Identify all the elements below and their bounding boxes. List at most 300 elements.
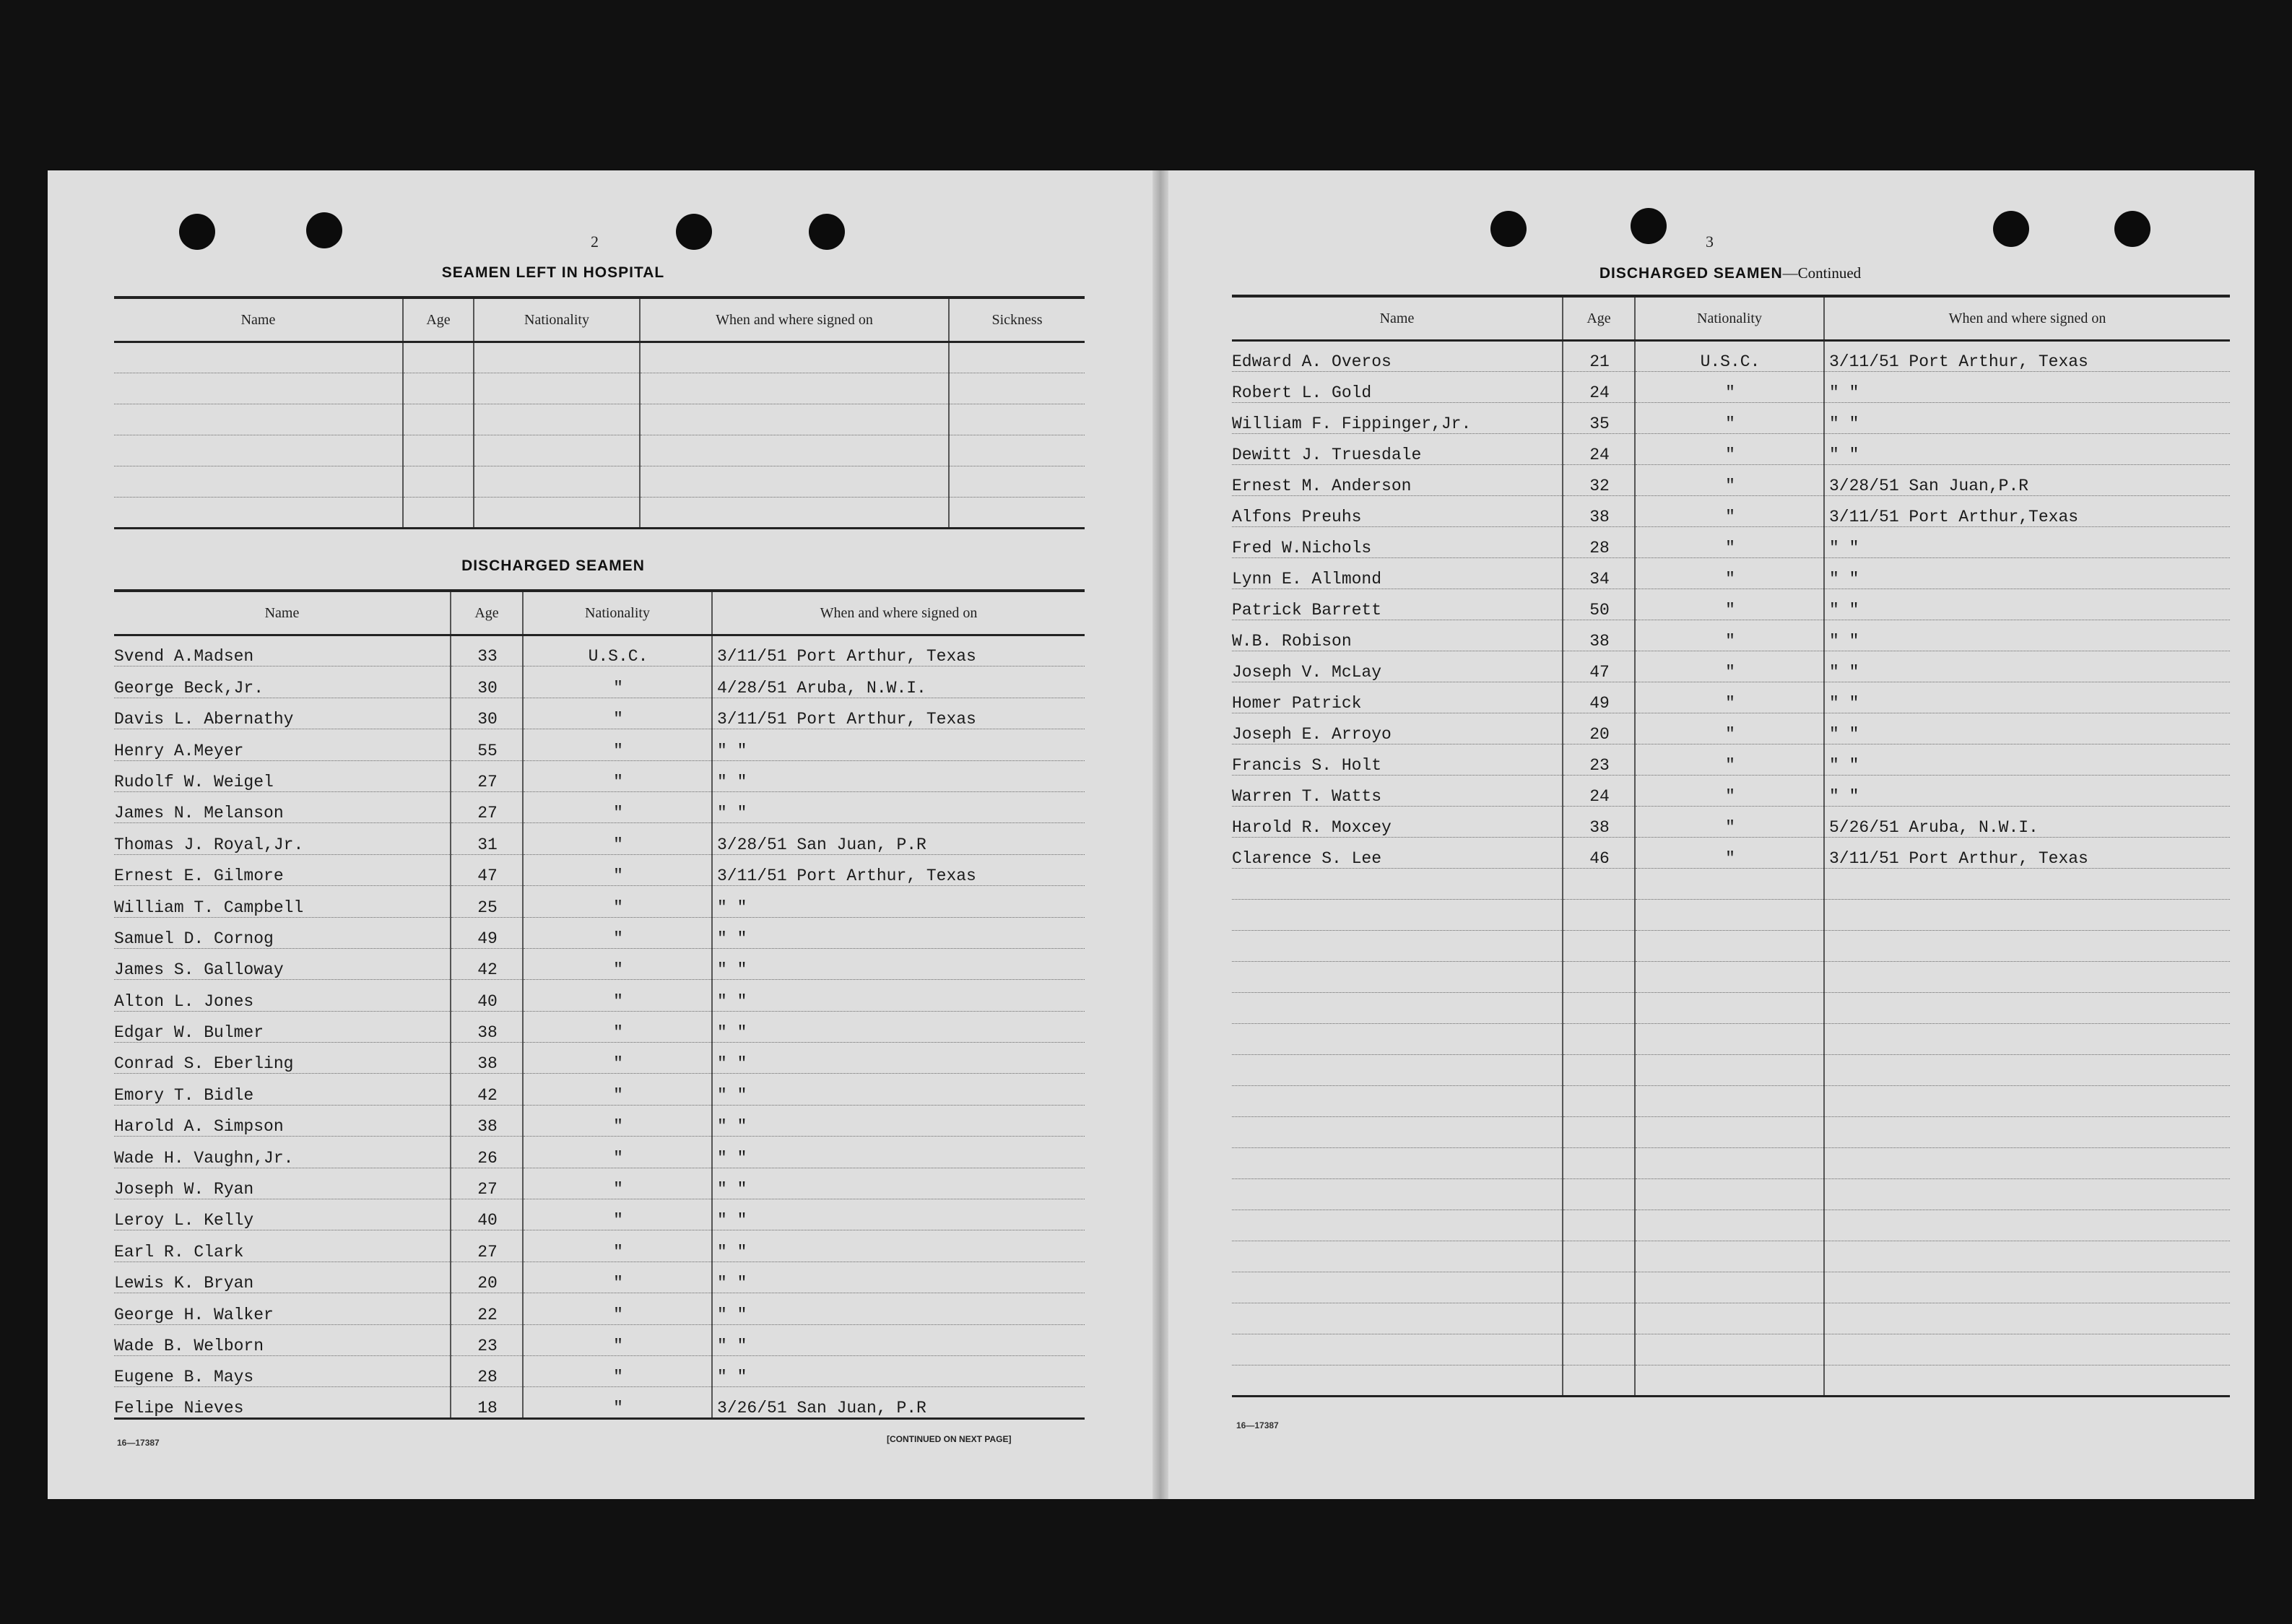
table-row [114,698,1085,729]
discharged-table [114,589,1085,1420]
blank-cell [1635,900,1824,931]
cell-age: 23 [451,1324,523,1355]
cell-age: 20 [451,1262,523,1293]
table-row [114,1293,1085,1324]
cell-signed-on: 3/11/51 Port Arthur, Texas [1824,341,2230,372]
blank-cell [949,466,1085,498]
header-sickness: Sickness [949,298,1085,342]
blank-cell [1824,1210,2230,1241]
cell-nationality: " [523,1137,712,1168]
binder-hole [1993,211,2029,247]
cell-signed-on: 3/28/51 San Juan,P.R [1824,465,2230,496]
cell-name: Ernest M. Anderson [1232,465,1563,496]
blank-cell [403,466,474,498]
blank-cell [640,342,949,373]
cell-nationality: " [1635,713,1824,744]
blank-cell [1563,1055,1635,1086]
cell-nationality: " [523,1199,712,1230]
blank-cell [1635,1334,1824,1365]
blank-cell [1635,1148,1824,1179]
table-row [1232,620,2230,651]
cell-signed-on: " " [712,1105,1085,1136]
table-row [114,1324,1085,1355]
cell-signed-on: 5/26/51 Aruba, N.W.I. [1824,807,2230,838]
blank-cell [1563,931,1635,962]
blank-cell [1635,1055,1824,1086]
cell-nationality: " [1635,434,1824,465]
cell-age: 24 [1563,372,1635,403]
table-row [114,666,1085,698]
form-number-right: 16—17387 [1236,1420,1279,1430]
right-page-number: 3 [1706,233,1714,251]
table-row [114,886,1085,917]
blank-cell [1232,1365,1563,1397]
cell-name: W.B. Robison [1232,620,1563,651]
blank-cell [1635,1086,1824,1117]
blank-cell [1232,1055,1563,1086]
cell-name: Alfons Preuhs [1232,496,1563,527]
table-row [1232,527,2230,558]
blank-cell [949,498,1085,529]
blank-row [1232,1086,2230,1117]
hospital-table [114,296,1085,529]
cell-nationality: " [523,1168,712,1199]
cell-name: Edward A. Overos [1232,341,1563,372]
blank-cell [1232,1117,1563,1148]
cell-age: 38 [451,1011,523,1042]
cell-nationality: " [1635,838,1824,869]
cell-nationality: " [523,1355,712,1386]
blank-row [1232,1365,2230,1397]
cell-signed-on: 3/28/51 San Juan, P.R [712,823,1085,854]
table-row [1232,807,2230,838]
cell-age: 50 [1563,589,1635,620]
table-row [1232,589,2230,620]
table-row [114,854,1085,885]
blank-cell [1563,1179,1635,1210]
blank-cell [403,498,474,529]
cell-age: 55 [451,729,523,760]
blank-cell [1824,1024,2230,1055]
blank-cell [114,342,403,373]
cell-age: 26 [451,1137,523,1168]
table-row [1232,558,2230,589]
blank-row [1232,1241,2230,1272]
cell-signed-on: " " [712,729,1085,760]
blank-cell [474,435,640,466]
cell-age: 38 [1563,620,1635,651]
table-row [1232,434,2230,465]
cell-name: Henry A.Meyer [114,729,451,760]
blank-cell [1824,1303,2230,1334]
discharged-section-title: DISCHARGED SEAMEN [461,557,645,574]
cell-nationality: " [523,980,712,1011]
blank-cell [640,466,949,498]
blank-cell [1824,1334,2230,1365]
cell-nationality: " [523,1293,712,1324]
table-row [114,1074,1085,1105]
cell-signed-on: 3/11/51 Port Arthur, Texas [712,854,1085,885]
cell-signed-on: " " [712,886,1085,917]
header-signed-on: When and where signed on [1824,296,2230,341]
blank-cell [1635,1303,1824,1334]
cell-name: Eugene B. Mays [114,1355,451,1386]
cell-nationality: " [1635,651,1824,682]
cell-name: Ernest E. Gilmore [114,854,451,885]
cell-signed-on: 3/11/51 Port Arthur, Texas [712,698,1085,729]
cell-nationality: " [1635,776,1824,807]
blank-cell [1635,993,1824,1024]
table-row [114,1199,1085,1230]
blank-cell [1635,1241,1824,1272]
table-row [1232,838,2230,869]
blank-cell [1824,1148,2230,1179]
blank-cell [949,404,1085,435]
blank-row [1232,962,2230,993]
cell-nationality: " [1635,527,1824,558]
table-row [1232,682,2230,713]
cell-name: Wade B. Welborn [114,1324,451,1355]
cell-age: 23 [1563,744,1635,776]
blank-cell [1635,1210,1824,1241]
table-row [1232,744,2230,776]
cell-signed-on: 3/11/51 Port Arthur, Texas [712,635,1085,666]
blank-cell [640,498,949,529]
blank-cell [1563,1210,1635,1241]
blank-cell [1563,1148,1635,1179]
header-age: Age [1563,296,1635,341]
cell-age: 46 [1563,838,1635,869]
cell-signed-on: " " [712,1324,1085,1355]
cell-name: Patrick Barrett [1232,589,1563,620]
blank-cell [1232,1303,1563,1334]
cell-name: Harold R. Moxcey [1232,807,1563,838]
cell-nationality: " [1635,807,1824,838]
cell-age: 27 [451,1168,523,1199]
cell-age: 34 [1563,558,1635,589]
cell-age: 31 [451,823,523,854]
blank-cell [1232,931,1563,962]
cell-age: 42 [451,948,523,979]
table-row [1232,713,2230,744]
header-age: Age [403,298,474,342]
cell-name: William T. Campbell [114,886,451,917]
blank-cell [114,435,403,466]
table-row [114,1230,1085,1262]
header-age: Age [451,591,523,635]
blank-cell [1824,962,2230,993]
cell-name: Joseph W. Ryan [114,1168,451,1199]
cell-nationality: " [1635,682,1824,713]
table-row [114,791,1085,822]
cell-age: 47 [1563,651,1635,682]
blank-cell [1232,1148,1563,1179]
blank-row [114,342,1085,373]
table-row [114,948,1085,979]
cell-age: 42 [451,1074,523,1105]
blank-cell [1232,869,1563,900]
blank-cell [403,435,474,466]
cell-nationality: " [1635,589,1824,620]
blank-row [1232,869,2230,900]
table-row [114,729,1085,760]
blank-cell [1635,931,1824,962]
blank-cell [1232,1210,1563,1241]
blank-row [114,435,1085,466]
cell-signed-on: " " [712,1262,1085,1293]
blank-cell [1635,869,1824,900]
cell-name: Davis L. Abernathy [114,698,451,729]
blank-cell [1232,1024,1563,1055]
blank-cell [1563,1365,1635,1397]
cell-name: Edgar W. Bulmer [114,1011,451,1042]
blank-cell [403,404,474,435]
blank-cell [1824,931,2230,962]
cell-signed-on: " " [1824,651,2230,682]
cell-nationality: U.S.C. [1635,341,1824,372]
left-page-number: 2 [591,233,599,251]
cell-age: 28 [1563,527,1635,558]
header-nationality: Nationality [474,298,640,342]
cell-name: Homer Patrick [1232,682,1563,713]
blank-row [1232,1055,2230,1086]
blank-row [1232,1272,2230,1303]
blank-cell [1635,1024,1824,1055]
cell-name: Wade H. Vaughn,Jr. [114,1137,451,1168]
cell-name: Earl R. Clark [114,1230,451,1262]
form-number-left: 16—17387 [117,1438,160,1448]
cell-nationality: " [523,1262,712,1293]
blank-cell [1824,993,2230,1024]
cell-nationality: " [523,698,712,729]
cell-nationality: " [523,666,712,698]
binder-hole [1631,208,1667,244]
blank-cell [1563,962,1635,993]
cell-age: 40 [451,980,523,1011]
cell-nationality: " [1635,465,1824,496]
header-signed-on: When and where signed on [712,591,1085,635]
table-row [1232,372,2230,403]
cell-age: 38 [1563,807,1635,838]
discharged-continued-table [1232,295,2230,1397]
cell-signed-on: " " [1824,558,2230,589]
cell-nationality: " [523,1230,712,1262]
cell-signed-on: " " [712,1230,1085,1262]
blank-row [114,373,1085,404]
cell-nationality: " [523,1387,712,1418]
cell-signed-on: " " [1824,403,2230,434]
cell-age: 38 [451,1105,523,1136]
blank-cell [640,404,949,435]
table-row [114,917,1085,948]
cell-nationality: " [1635,744,1824,776]
blank-cell [403,373,474,404]
blank-cell [1563,1303,1635,1334]
blank-cell [114,373,403,404]
cell-signed-on: " " [712,760,1085,791]
cell-signed-on: " " [712,1168,1085,1199]
binder-hole [676,214,712,250]
blank-row [1232,900,2230,931]
blank-cell [1824,1055,2230,1086]
table-row [1232,465,2230,496]
cell-name: William F. Fippinger,Jr. [1232,403,1563,434]
cell-name: Lynn E. Allmond [1232,558,1563,589]
blank-cell [1563,1024,1635,1055]
cell-signed-on: " " [712,948,1085,979]
cell-age: 38 [451,1043,523,1074]
blank-row [114,404,1085,435]
table-row [114,823,1085,854]
blank-cell [1232,1086,1563,1117]
cell-signed-on: " " [1824,372,2230,403]
blank-cell [1824,1086,2230,1117]
header-name: Name [1232,296,1563,341]
cell-nationality: " [523,1105,712,1136]
cell-signed-on: " " [712,1293,1085,1324]
blank-cell [1232,1241,1563,1272]
cell-nationality: " [523,917,712,948]
title-main: DISCHARGED SEAMEN [1599,265,1783,282]
cell-nationality: " [1635,496,1824,527]
blank-cell [1563,1117,1635,1148]
blank-cell [1635,1179,1824,1210]
blank-cell [474,466,640,498]
cell-nationality: U.S.C. [523,635,712,666]
cell-signed-on: " " [712,1199,1085,1230]
blank-cell [1232,993,1563,1024]
cell-age: 49 [1563,682,1635,713]
cell-signed-on: " " [1824,527,2230,558]
cell-name: Warren T. Watts [1232,776,1563,807]
cell-signed-on: " " [712,791,1085,822]
cell-name: Alton L. Jones [114,980,451,1011]
table-row [1232,403,2230,434]
cell-name: Clarence S. Lee [1232,838,1563,869]
header-nationality: Nationality [523,591,712,635]
cell-name: Svend A.Madsen [114,635,451,666]
table-row [114,1043,1085,1074]
binder-hole [809,214,845,250]
cell-age: 33 [451,635,523,666]
cell-signed-on: " " [712,1355,1085,1386]
cell-age: 24 [1563,776,1635,807]
cell-signed-on: " " [1824,434,2230,465]
blank-cell [1824,1241,2230,1272]
cell-age: 40 [451,1199,523,1230]
blank-cell [1635,962,1824,993]
document-sheet [48,170,2254,1499]
blank-cell [1232,1334,1563,1365]
blank-cell [1824,869,2230,900]
blank-cell [1824,900,2230,931]
cell-name: Harold A. Simpson [114,1105,451,1136]
cell-nationality: " [523,1324,712,1355]
cell-name: Joseph V. McLay [1232,651,1563,682]
cell-age: 47 [451,854,523,885]
cell-age: 49 [451,917,523,948]
cell-nationality: " [523,1043,712,1074]
blank-row [114,466,1085,498]
cell-signed-on: " " [712,1043,1085,1074]
cell-signed-on: " " [712,917,1085,948]
binder-hole [2114,211,2150,247]
blank-cell [1635,1117,1824,1148]
cell-nationality: " [1635,558,1824,589]
blank-cell [1563,869,1635,900]
blank-cell [114,466,403,498]
blank-cell [114,498,403,529]
cell-age: 18 [451,1387,523,1418]
table-row [114,635,1085,666]
cell-name: Lewis K. Bryan [114,1262,451,1293]
table-row [114,1262,1085,1293]
cell-signed-on: " " [1824,744,2230,776]
cell-nationality: " [523,886,712,917]
blank-row [1232,1148,2230,1179]
blank-cell [1232,1272,1563,1303]
cell-name: George H. Walker [114,1293,451,1324]
blank-cell [949,435,1085,466]
blank-cell [640,435,949,466]
blank-cell [1635,1272,1824,1303]
blank-cell [114,404,403,435]
blank-cell [474,498,640,529]
header-name: Name [114,591,451,635]
table-row [114,980,1085,1011]
blank-cell [474,373,640,404]
cell-signed-on: 3/11/51 Port Arthur,Texas [1824,496,2230,527]
title-suffix: —Continued [1782,264,1862,282]
blank-row [1232,1024,2230,1055]
cell-signed-on: " " [712,1011,1085,1042]
cell-nationality: " [523,823,712,854]
blank-row [1232,1117,2230,1148]
blank-row [1232,1210,2230,1241]
blank-cell [1563,1334,1635,1365]
cell-name: Dewitt J. Truesdale [1232,434,1563,465]
cell-name: Felipe Nieves [114,1387,451,1418]
blank-cell [474,342,640,373]
cell-nationality: " [523,854,712,885]
cell-name: Francis S. Holt [1232,744,1563,776]
blank-cell [1824,1272,2230,1303]
blank-row [1232,931,2230,962]
blank-row [1232,1303,2230,1334]
cell-name: Thomas J. Royal,Jr. [114,823,451,854]
blank-cell [1232,900,1563,931]
cell-nationality: " [523,1011,712,1042]
cell-nationality: " [523,791,712,822]
cell-name: Fred W.Nichols [1232,527,1563,558]
blank-cell [1563,1086,1635,1117]
cell-name: Joseph E. Arroyo [1232,713,1563,744]
table-row [114,1387,1085,1418]
cell-age: 35 [1563,403,1635,434]
cell-name: Samuel D. Cornog [114,917,451,948]
cell-signed-on: " " [1824,620,2230,651]
header-signed-on: When and where signed on [640,298,949,342]
cell-name: Emory T. Bidle [114,1074,451,1105]
blank-cell [1232,1179,1563,1210]
table-row [114,1137,1085,1168]
cell-name: George Beck,Jr. [114,666,451,698]
blank-cell [1563,1241,1635,1272]
blank-cell [1824,1117,2230,1148]
cell-nationality: " [1635,372,1824,403]
cell-nationality: " [523,760,712,791]
blank-cell [949,373,1085,404]
